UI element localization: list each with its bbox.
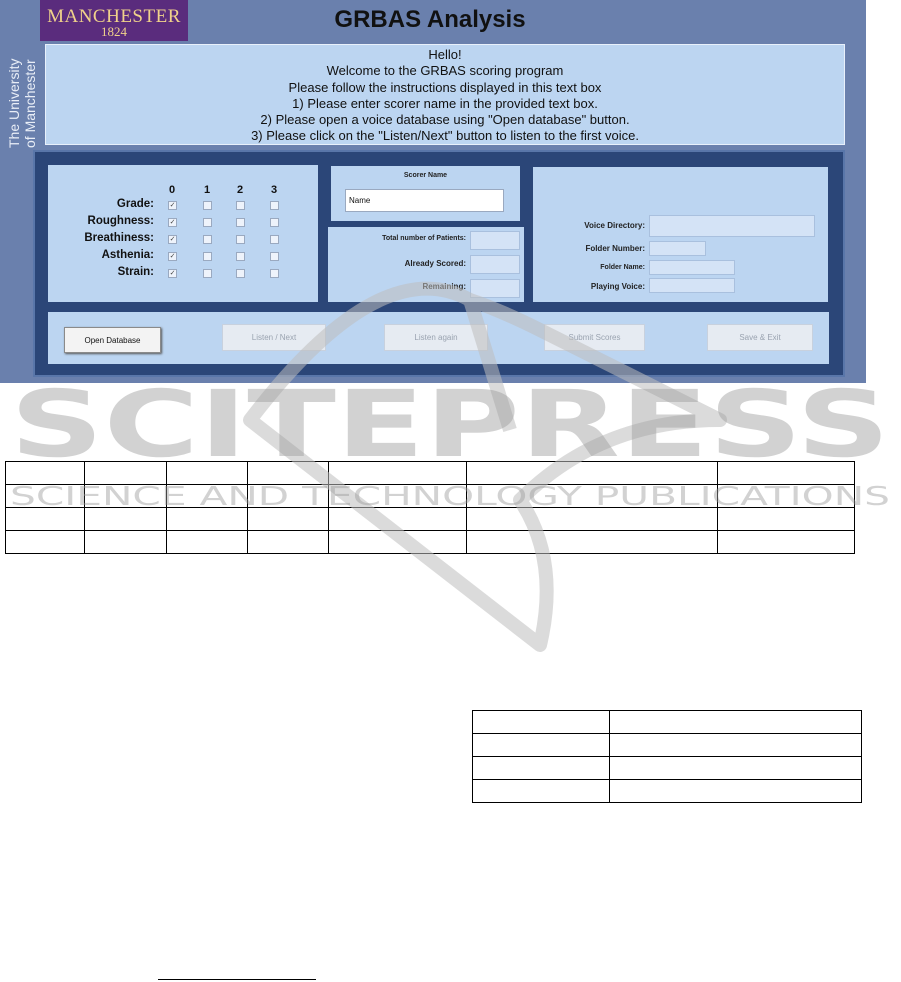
scorer-name-input[interactable]: Name bbox=[345, 189, 504, 212]
remaining-label: Remaining: bbox=[422, 282, 466, 291]
score-column-header: 1 bbox=[203, 184, 211, 196]
instruction-line: 2) Please open a voice database using "Open database" button. bbox=[260, 112, 630, 128]
voice-directory-panel bbox=[533, 167, 828, 302]
score-checkbox[interactable]: ✓ bbox=[169, 219, 176, 226]
score-checkbox[interactable] bbox=[203, 252, 212, 261]
score-checkbox[interactable] bbox=[270, 218, 279, 227]
save-exit-button[interactable]: Save & Exit bbox=[707, 324, 813, 351]
folder-name-field bbox=[649, 260, 735, 275]
voice-directory-field bbox=[649, 215, 815, 237]
instruction-line: Hello! bbox=[428, 47, 462, 62]
listen-again-button[interactable]: Listen again bbox=[384, 324, 488, 351]
submit-scores-button[interactable]: Submit Scores bbox=[544, 324, 645, 351]
total-patients-label: Total number of Patients: bbox=[382, 235, 466, 242]
score-checkbox[interactable]: ✓ bbox=[169, 270, 176, 277]
logo-text: MANCHESTER bbox=[47, 6, 181, 27]
score-checkbox[interactable] bbox=[203, 201, 212, 210]
remaining-field bbox=[470, 279, 520, 298]
score-checkbox[interactable]: ✓ bbox=[169, 236, 176, 243]
playing-voice-label: Playing Voice: bbox=[590, 282, 645, 291]
score-checkbox[interactable] bbox=[203, 235, 212, 244]
grading-row-label: Roughness: bbox=[87, 215, 154, 227]
logo-year: 1824 bbox=[101, 24, 127, 39]
score-checkbox[interactable] bbox=[270, 201, 279, 210]
instruction-line: 3) Please click on the "Listen/Next" button to listen to the first voice. bbox=[251, 128, 639, 144]
score-checkbox[interactable] bbox=[270, 269, 279, 278]
score-checkbox[interactable] bbox=[270, 235, 279, 244]
instruction-line: Welcome to the GRBAS scoring program bbox=[326, 63, 564, 79]
button-bar bbox=[48, 312, 829, 364]
score-checkbox[interactable] bbox=[203, 218, 212, 227]
instruction-line: Please follow the instructions displayed in this text box bbox=[288, 79, 602, 95]
playing-voice-field bbox=[649, 278, 735, 293]
score-checkbox[interactable] bbox=[203, 269, 212, 278]
total-patients-field bbox=[470, 231, 520, 250]
score-column-header: 0 bbox=[168, 184, 176, 196]
patient-count-panel bbox=[328, 227, 524, 302]
score-checkbox[interactable] bbox=[236, 235, 245, 244]
voice-directory-label: Voice Directory: bbox=[584, 221, 645, 230]
folder-name-label: Folder Name: bbox=[600, 264, 645, 271]
scorer-name-title: Scorer Name bbox=[403, 172, 448, 179]
score-checkbox[interactable] bbox=[236, 218, 245, 227]
already-scored-field bbox=[470, 255, 520, 274]
score-column-header: 3 bbox=[270, 184, 278, 196]
watermark-main-text: SCITEPRESS bbox=[10, 378, 890, 468]
folder-number-label: Folder Number: bbox=[585, 244, 645, 253]
score-checkbox[interactable] bbox=[236, 201, 245, 210]
university-vertical-label bbox=[3, 44, 43, 152]
university-line1: The University bbox=[6, 58, 22, 148]
score-checkbox[interactable] bbox=[270, 252, 279, 261]
grading-row-label: Asthenia: bbox=[101, 249, 154, 261]
grading-row-label: Grade: bbox=[116, 198, 154, 210]
grading-panel bbox=[48, 165, 318, 302]
score-checkbox[interactable] bbox=[236, 252, 245, 261]
instructions-box bbox=[45, 44, 845, 145]
grading-row-label: Breathiness: bbox=[84, 232, 154, 244]
already-scored-label: Already Scored: bbox=[404, 259, 466, 268]
folder-number-field bbox=[649, 241, 706, 256]
grbas-app-window bbox=[0, 0, 866, 383]
app-title: GRBAS Analysis bbox=[334, 6, 526, 33]
listen-next-button[interactable]: Listen / Next bbox=[222, 324, 326, 351]
score-checkbox[interactable]: ✓ bbox=[169, 253, 176, 260]
instruction-line: 1) Please enter scorer name in the provided text box. bbox=[292, 95, 598, 111]
score-column-header: 2 bbox=[236, 184, 244, 196]
grading-row-label: Strain: bbox=[117, 266, 154, 278]
watermark-sub-text: SCIENCE AND TECHNOLOGY PUBLICATIONS bbox=[10, 482, 890, 510]
scorer-panel bbox=[331, 166, 520, 221]
watermark-logo bbox=[0, 378, 901, 468]
footnote-rule bbox=[158, 979, 316, 980]
watermark-subtitle bbox=[0, 482, 901, 510]
manchester-logo bbox=[40, 0, 188, 41]
score-checkbox[interactable]: ✓ bbox=[169, 202, 176, 209]
open-database-button[interactable]: Open Database bbox=[64, 327, 161, 353]
empty-table-2 bbox=[472, 710, 862, 803]
score-checkbox[interactable] bbox=[236, 269, 245, 278]
university-line2: of Manchester bbox=[22, 59, 38, 148]
